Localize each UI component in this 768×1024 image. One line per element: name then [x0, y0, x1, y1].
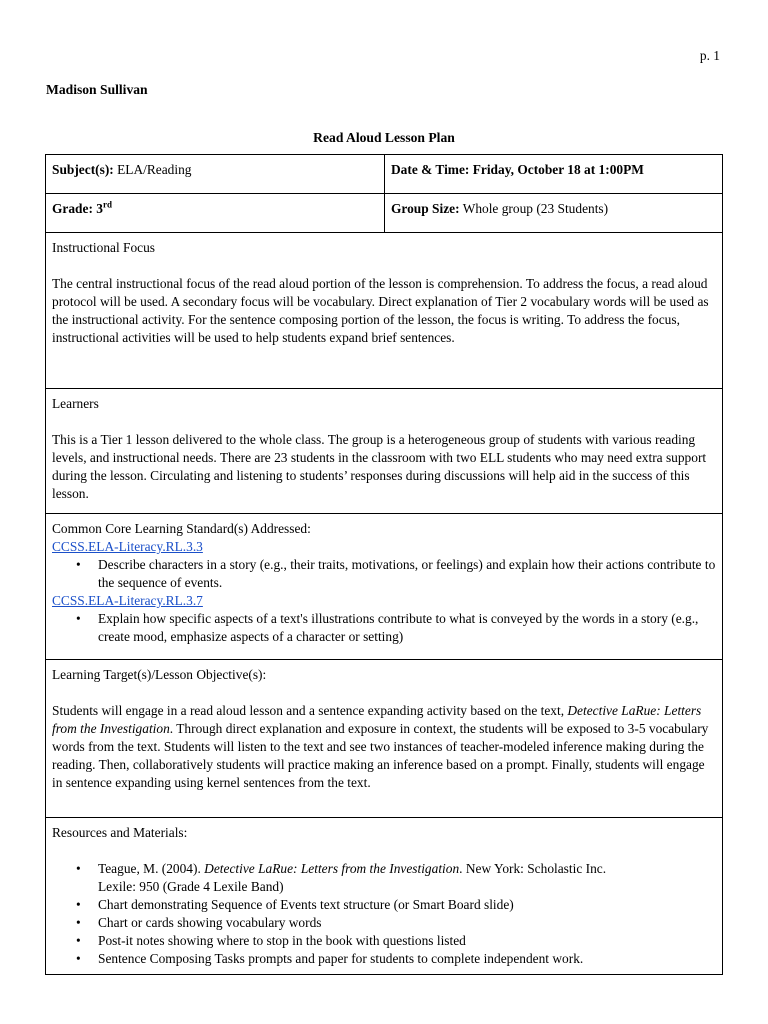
objectives-cell	[46, 660, 723, 818]
standard-desc-rl33: • Describe characters in a story (e.g., their traits, motivations, or feelings) and explain how their actions contribute to the sequence of events.	[98, 556, 716, 592]
objectives-row	[46, 660, 723, 818]
subject-cell	[46, 155, 385, 194]
learners-heading: Learners	[52, 396, 99, 411]
objectives-body-end: . Through direct explanation and exposure in context, the students will be exposed to 3-5 vocabulary words from the text. Students will listen to the text and see two instances of teacher-modeled inference making during the reading. Then, collaboratively students will practice making an inference based on a prompt. Finally, students will engage in sentence expanding using kernel sentences from the text.	[52, 721, 709, 790]
grade-label: Grade:	[52, 201, 93, 216]
standard-list-rl33	[52, 556, 716, 592]
grade-row	[46, 194, 723, 233]
author-name: Madison Sullivan	[46, 82, 148, 97]
objectives-body-start: Students will engage in a read aloud lesson and a sentence expanding activity based on the text,	[52, 703, 568, 718]
standard-link-rl33[interactable]: CCSS.ELA-Literacy.RL.3.3	[52, 539, 203, 554]
resources-cell	[46, 818, 723, 975]
citation-start: Teague, M. (2004).	[98, 861, 205, 876]
citation-title: Detective LaRue: Letters from the Investigation	[204, 861, 460, 876]
datetime-cell	[385, 155, 723, 194]
groupsize-label: Group Size:	[391, 201, 460, 216]
datetime-value: Friday, October 18 at 1:00PM	[472, 162, 644, 177]
learners-row	[46, 389, 723, 514]
resources-list	[52, 860, 716, 968]
instructional-focus-body: The central instructional focus of the read aloud portion of the lesson is comprehension. To address the focus, a read aloud protocol will be used. A secondary focus will be vocabulary. Direct explanation of Tier 2 vocabulary words will be used as the instructional activity. For the sentence composing portion of the lesson, the focus is writing. To address the focus, instructional activities will be used to help students expand brief sentences.	[52, 276, 709, 345]
instructional-focus-cell	[46, 233, 723, 389]
document-title: Read Aloud Lesson Plan	[313, 130, 455, 145]
instructional-focus-row	[46, 233, 723, 389]
resources-row	[46, 818, 723, 975]
page-number: p. 1	[699, 48, 720, 63]
standards-heading: Common Core Learning Standard(s) Addressed:	[52, 521, 311, 536]
groupsize-value: Whole group (23 Students)	[462, 201, 609, 216]
resource-item: • Chart or cards showing vocabulary words	[98, 914, 716, 932]
objectives-book-title: Detective LaRue: Letters from the Investigation	[52, 703, 702, 736]
resource-citation	[98, 860, 716, 896]
objectives-heading: Learning Target(s)/Lesson Objective(s):	[52, 667, 267, 682]
grade-value	[96, 201, 112, 216]
instructional-focus-heading: Instructional Focus	[52, 240, 156, 255]
learners-cell	[46, 389, 723, 514]
groupsize-cell	[385, 194, 723, 233]
standards-row	[46, 514, 723, 660]
subject-row	[46, 155, 723, 194]
objectives-body	[52, 702, 716, 792]
grade-cell	[46, 194, 385, 233]
citation-end: . New York: Scholastic Inc.	[459, 861, 607, 876]
standards-cell	[46, 514, 723, 660]
standard-desc-rl37: • Explain how specific aspects of a text's illustrations contribute to what is conveyed by the words in a story (e.g., create mood, emphasize aspects of a character or setting)	[98, 610, 716, 646]
subject-label: Subject(s):	[52, 162, 114, 177]
datetime-label: Date & Time:	[391, 162, 470, 177]
grade-suffix: rd	[102, 199, 112, 210]
resource-item: • Post-it notes showing where to stop in the book with questions listed	[98, 932, 716, 950]
standard-list-rl37	[52, 610, 716, 646]
grade-number: 3	[96, 201, 103, 216]
standard-link-rl37[interactable]: CCSS.ELA-Literacy.RL.3.7	[52, 593, 203, 608]
resource-item: • Chart demonstrating Sequence of Events text structure (or Smart Board slide)	[98, 896, 716, 914]
lesson-plan-table	[45, 154, 723, 975]
resources-heading: Resources and Materials:	[52, 825, 188, 840]
citation-lexile: Lexile: 950 (Grade 4 Lexile Band)	[98, 879, 284, 894]
resource-item: • Sentence Composing Tasks prompts and paper for students to complete independent work.	[98, 950, 716, 968]
subject-value: ELA/Reading	[117, 162, 192, 177]
learners-body: This is a Tier 1 lesson delivered to the whole class. The group is a heterogeneous group of students with various reading levels, and instructional needs. There are 23 students in the classroom with two ELL students who may need extra support during the lesson. Circulating and listening to students’ responses during discussions will help aid in the success of this lesson.	[52, 432, 707, 501]
